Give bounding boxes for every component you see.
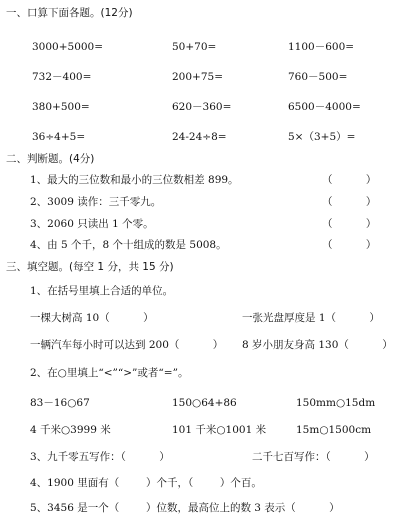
unit-fill-item[interactable]: 一张光盘厚度是 1（ ） (242, 312, 380, 324)
calc-item: 5×（3+5）= (288, 131, 356, 143)
question-2: 2、在○里填上“<”“>”或者“=”。 (30, 367, 189, 379)
calc-item: 200+75= (172, 71, 223, 83)
unit-fill-item[interactable]: 8 岁小朋友身高 130（ ） (242, 339, 393, 351)
section-1-title: 一、口算下面各题。(12分) (6, 7, 133, 19)
calc-item: 760－500= (288, 71, 348, 83)
unit-fill-item[interactable]: 一辆汽车每小时可以达到 200（ ） (30, 339, 224, 351)
calc-item: 732－400= (32, 71, 92, 83)
question-3[interactable]: 3、九千零五写作：（ ） (30, 451, 170, 463)
question-5[interactable]: 5、3456 是一个（ ）位数，最高位上的数 3 表示（ ） (30, 502, 340, 514)
true-false-item: 2、3009 读作：三千零九。 (30, 196, 162, 208)
question-4[interactable]: 4、1900 里面有（ ）个千，（ ）个百。 (30, 477, 262, 489)
true-false-item: 3、2060 只读出 1 个零。 (30, 218, 154, 230)
answer-parentheses[interactable]: （ ） (322, 218, 377, 230)
answer-parentheses[interactable]: （ ） (322, 239, 377, 251)
compare-item[interactable]: 150mm○15dm (296, 397, 376, 409)
true-false-item: 1、最大的三位数和最小的三位数相差 899。 (30, 174, 239, 186)
compare-item[interactable]: 4 千米○3999 米 (30, 424, 111, 436)
calc-item: 50+70= (172, 41, 217, 53)
calc-item: 620－360= (172, 101, 232, 113)
calc-item: 6500－4000= (288, 101, 361, 113)
compare-item[interactable]: 83－16○67 (30, 397, 90, 409)
question-1: 1、在括号里填上合适的单位。 (30, 285, 174, 297)
answer-parentheses[interactable]: （ ） (322, 196, 377, 208)
calc-item: 24-24÷8= (172, 131, 227, 143)
compare-item[interactable]: 15m○1500cm (296, 424, 372, 436)
answer-parentheses[interactable]: （ ） (322, 174, 377, 186)
compare-item[interactable]: 150○64+86 (172, 397, 237, 409)
calc-item: 3000+5000= (32, 41, 104, 53)
section-2-title: 二、判断题。(4分) (6, 153, 95, 165)
calc-item: 36÷4+5= (32, 131, 86, 143)
unit-fill-item[interactable]: 一棵大树高 10（ ） (30, 312, 154, 324)
calc-item: 1100－600= (288, 41, 355, 53)
question-3-part-2[interactable]: 二千七百写作：（ ） (252, 451, 375, 463)
section-3-title: 三、填空题。(每空 1 分，共 15 分) (6, 261, 174, 273)
calc-item: 380+500= (32, 101, 90, 113)
true-false-item: 4、由 5 个千，8 个十组成的数是 5008。 (30, 239, 227, 251)
compare-item[interactable]: 101 千米○1001 米 (172, 424, 267, 436)
